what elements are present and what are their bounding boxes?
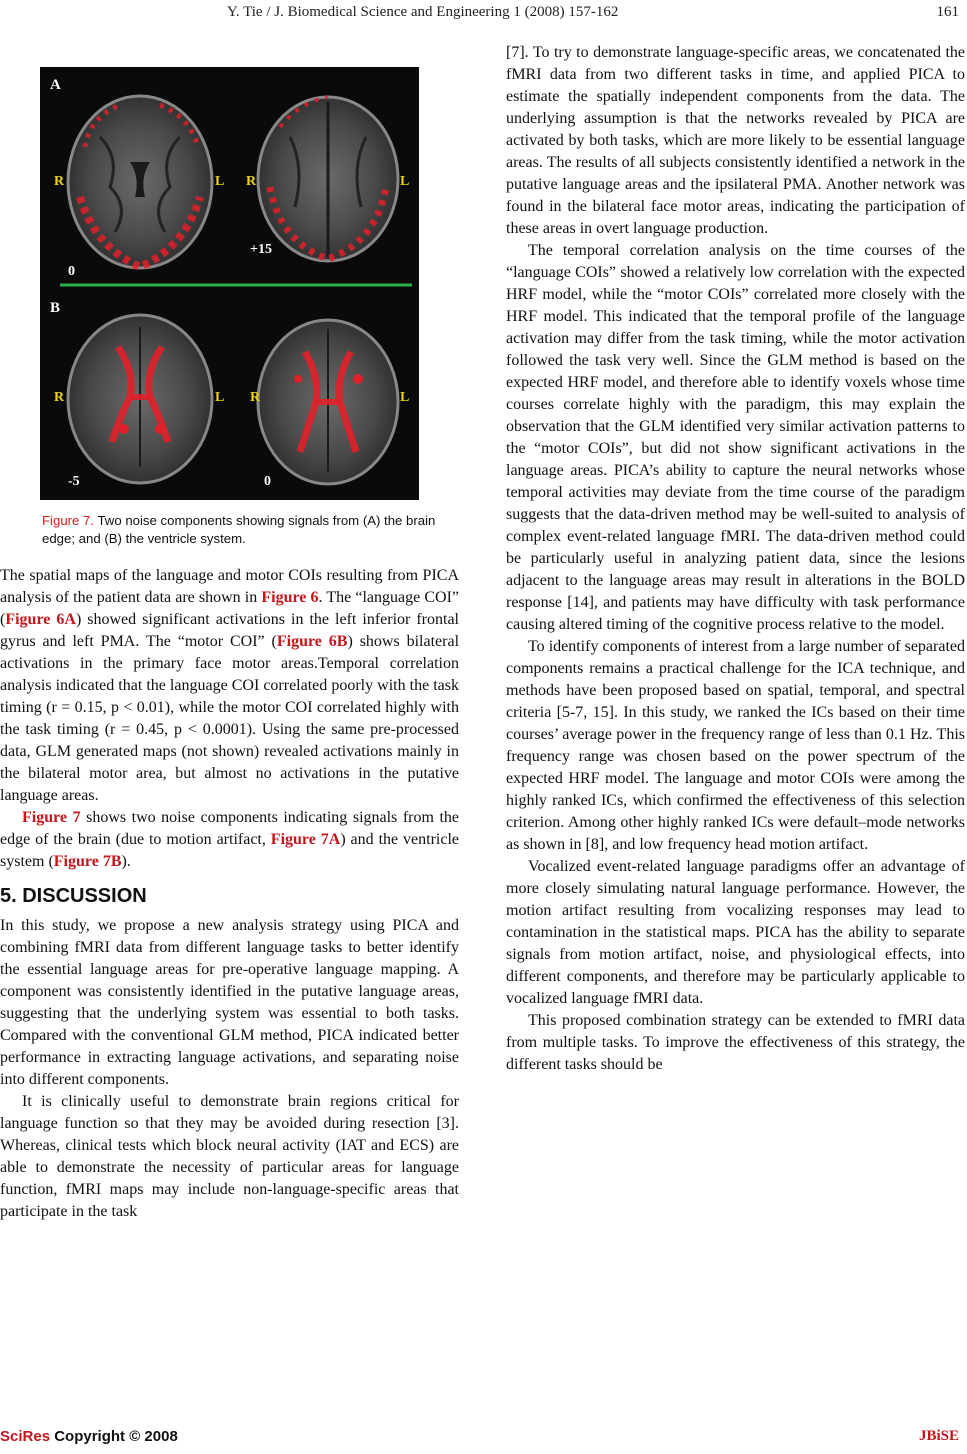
paragraph: Vocalized event-related language paradigms offer an advantage of more closely simulating natural language performance. However, the motion artifact resulting from vocalizing responses may lead to contamination in the statistical maps. PICA has the ability to separate signals from motion artifact, noise, and physiological effects, into different components, and therefore may be particularly applicable to vocalized language fMRI data. xyxy=(506,858,965,1007)
text-run: ) and the ventricle system ( xyxy=(0,831,460,870)
panel-b-left-r: R xyxy=(54,390,65,405)
figure-link[interactable]: Figure 6B xyxy=(276,633,348,650)
paragraph: To identify components of interest from a large number of separated components remains a practical challenge for the ICA technique, and methods have been proposed based on spatial, temporal, and spectral criteria [5-7, 15]. In this study, we ranked the ICs based on their time courses’ average power in the frequency range of less than 0.1 Hz. This frequency range was chosen based on the power spectrum of the expected HRF model. The language and motor COIs were among the highly ranked ICs, which confirmed the effectiveness of this selection criterion. Among other highly ranked ICs were default–mode networks as shown in [8], and low frequency head motion artifact. xyxy=(506,638,965,853)
panel-b-slice-right: 0 xyxy=(264,474,271,489)
figure-link[interactable]: Figure 7B xyxy=(53,853,122,870)
paragraph: This proposed combination strategy can be extended to fMRI data from multiple tasks. To improve the effectiveness of this strategy, the different tasks should be xyxy=(506,1012,965,1073)
text-run: The spatial maps of the language and motor COIs resulting from PICA analysis of the patient data are shown in xyxy=(0,567,459,606)
panel-a-slice-right: +15 xyxy=(250,242,272,257)
copyright-text: Copyright © 2008 xyxy=(50,1428,178,1445)
brain-scan-panels xyxy=(40,67,419,500)
figure-link[interactable]: Figure 7A xyxy=(270,831,341,848)
right-column xyxy=(506,42,965,1076)
page-number: 161 xyxy=(936,4,959,20)
text-run: ) shows bilateral activations in the primary face motor areas.Temporal correlation analysis indicated that the language COI correlated poorly with the task timing (r = 0.15, p < 0.01), while the motor COI correlated highly with the task timing (r = 0.45, p < 0.0001). Using the same pre-processed data, GLM generated maps (not shown) revealed activations mainly in the bilateral motor area, but almost no activations in the putative language areas. xyxy=(0,633,460,804)
panel-b-right-r: R xyxy=(250,390,261,405)
figure-7-image xyxy=(40,67,419,500)
panel-b-right-l: L xyxy=(400,390,410,405)
brain-slice-a-left xyxy=(68,96,212,268)
page-footer xyxy=(0,1428,967,1450)
figure-link[interactable]: Figure 7 xyxy=(22,809,81,826)
brain-slice-a-right xyxy=(258,97,398,261)
text-run: ). xyxy=(121,853,131,870)
figure-link[interactable]: Figure 6 xyxy=(261,589,319,606)
journal-abbrev: JBiSE xyxy=(918,1428,959,1444)
panel-b-label: B xyxy=(50,300,61,316)
panel-b-slice-left: -5 xyxy=(68,474,80,489)
running-title: Y. Tie / J. Biomedical Science and Engineering 1 (2008) 157-162 xyxy=(227,4,619,20)
text-run: ) showed significant activations in the left inferior frontal gyrus and left PMA. The “motor COI” ( xyxy=(0,611,460,650)
brain-slice-b-left xyxy=(68,315,212,483)
panel-a-left-l: L xyxy=(215,174,225,189)
publisher-brand: SciRes xyxy=(0,1428,51,1445)
panel-a-left-r: R xyxy=(54,174,65,189)
figure-caption-label: Figure 7. xyxy=(42,513,95,528)
paragraph: In this study, we propose a new analysis strategy using PICA and combining fMRI data from different language tasks to better identify the essential language areas for pre-operative language mapping. A component was consistently identified in the putative language areas, suggesting that the underlying system was essential to both tasks. Compared with the conventional GLM method, PICA indicated better performance in extracting language activations, and separating noise into different components. xyxy=(0,917,459,1088)
figure-link[interactable]: Figure 6A xyxy=(5,611,76,628)
panel-a-label: A xyxy=(50,77,61,93)
section-heading: 5. DISCUSSION xyxy=(0,885,147,907)
text-run: . The “language COI” ( xyxy=(0,589,459,628)
brain-slice-b-right xyxy=(258,320,398,484)
paragraph: The temporal correlation analysis on the time courses of the “language COIs” showed a relatively low correlation with the expected HRF model, while the “motor COIs” correlated more closely with the HRF model. This indicated that the temporal profile of the language activation may differ from the task timing, while the motor activation followed the task very well. Since the GLM method is based on the expected HRF model, and therefore able to identify voxels whose time courses correlate highly with the paradigm, this may explain the observation that the GLM identified very similar activation patterns to the “motor COIs”, but did not show significant activations in the language areas. PICA’s ability to capture the neural networks whose temporal activities may deviate from the time course of the paradigm suggests that the data-driven method may be well-suited to analysis of complex event-related language fMRI. The data-driven method could be particularly useful in analyzing patient data, since the lesions adjacent to the language areas may result in alterations in the BOLD response [14], and patients may have difficulty with task performance causing altered timing of the cognitive process relative to the model. xyxy=(506,242,965,633)
panel-a-slice-left: 0 xyxy=(68,264,75,279)
panel-b-left-l: L xyxy=(215,390,225,405)
running-header xyxy=(0,4,967,26)
footer-copyright xyxy=(0,1428,178,1445)
text-run: shows two noise components indicating signals from the edge of the brain (due to motion artifact, xyxy=(0,809,459,848)
panel-a-right-l: L xyxy=(400,174,410,189)
panel-a-right-r: R xyxy=(246,174,257,189)
figure-caption-text: Two noise components showing signals from (A) the brain edge; and (B) the ventricle system. xyxy=(42,513,436,546)
left-column xyxy=(0,565,459,1223)
paragraph xyxy=(0,565,459,807)
paragraph xyxy=(0,807,459,873)
paragraph: It is clinically useful to demonstrate brain regions critical for language function so that they may be avoided during resection [3]. Whereas, clinical tests which block neural activity (IAT and ECS) are able to demonstrate the necessity of particular areas for language function, fMRI maps may include non-language-specific areas that participate in the task xyxy=(0,1093,459,1220)
paragraph: [7]. To try to demonstrate language-specific areas, we concatenated the fMRI data from two different tasks in time, and applied PICA to estimate the spatially independent components from the data. The underlying assumption is that the networks revealed by PICA are activated by both tasks, which are more likely to be essential language areas. The results of all subjects consistently identified a network in the putative language areas and the ipsilateral PMA. Another network was found in the bilateral face motor areas, indicating the participation of these areas in overt language production. xyxy=(506,44,965,237)
figure-caption xyxy=(42,512,462,548)
